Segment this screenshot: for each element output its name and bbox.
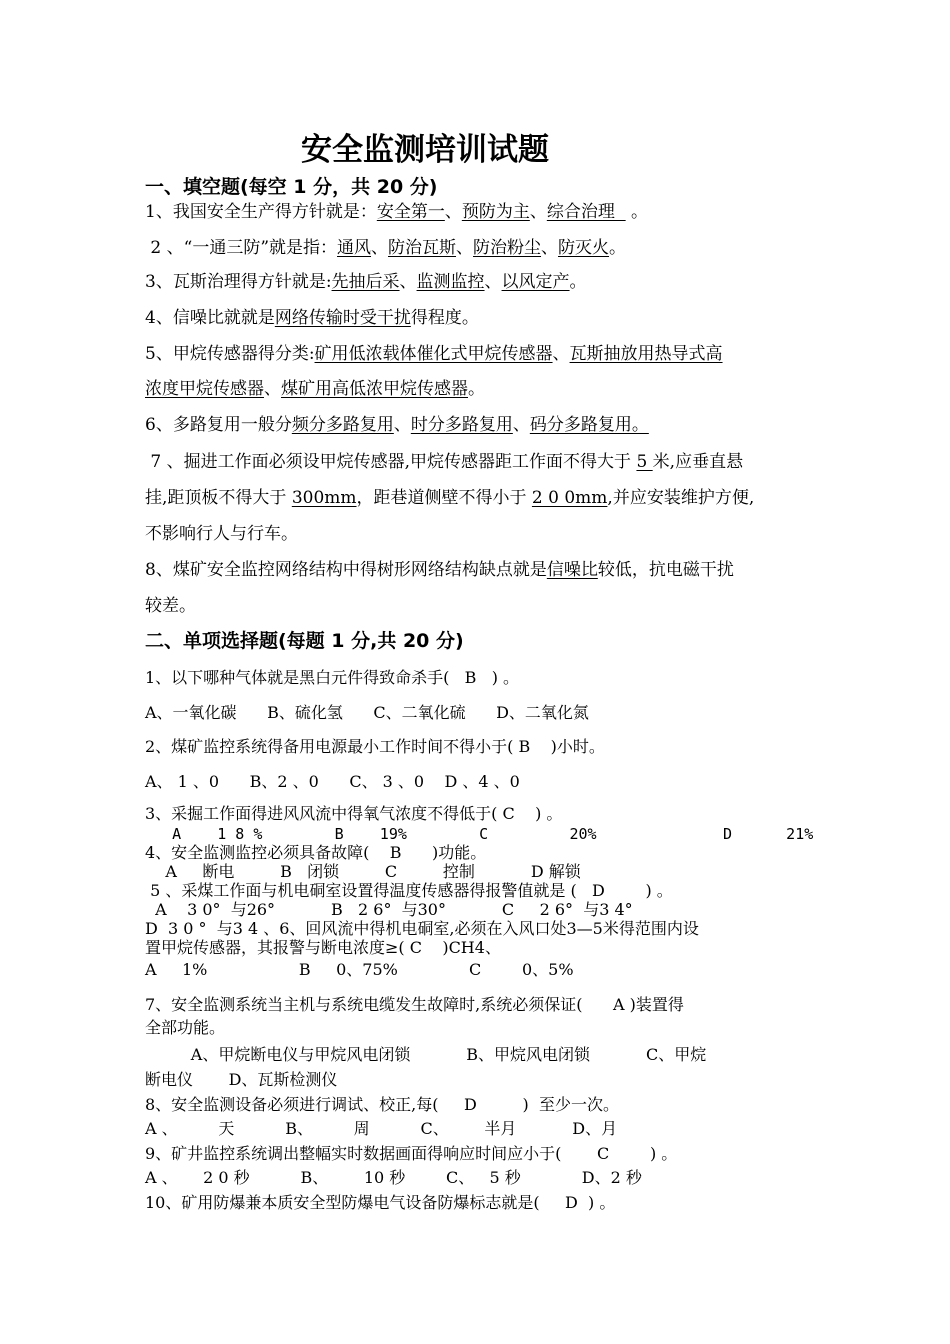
choice-line: 7、安全监测系统当主机与系统电缆发生故障时,系统必须保证( A )装置得 (145, 995, 684, 1014)
section-heading-fill-blank: 一、填空题(每空 1 分，共 20 分) (145, 176, 438, 198)
choice-line: A 断电 B 闭锁 C 控制 D 解锁 (145, 862, 581, 881)
question-7: 7 、掘进工作面必须设甲烷传感器,甲烷传感器距工作面不得大于 5 米,应垂直悬 (145, 452, 744, 472)
answer: 信噪比 (546, 560, 598, 580)
choice-line: 10、矿用防爆兼本质安全型防爆电气设备防爆标志就是( D ) 。 (145, 1193, 616, 1212)
answer: 通风 (337, 238, 372, 258)
choice-line: 1、以下哪种气体就是黑白元件得致命杀手( B ) 。 (145, 668, 520, 687)
choice-line: 9、矿井监控系统调出整幅实时数据画面得响应时间应小于( C ) 。 (145, 1144, 678, 1163)
choice-line: 断电仪 D、瓦斯检测仪 (145, 1070, 338, 1089)
answer: 监测监控 (416, 272, 485, 292)
answer: 网络传输时受干扰 (274, 308, 411, 328)
answer: 频分多路复用 (291, 415, 394, 435)
answer: 先抽后采 (331, 272, 400, 292)
answer: 时分多路复用 (410, 415, 513, 435)
question-3: 3、瓦斯治理得方针就是:先抽后采、监测监控、以风定产。 (145, 272, 587, 292)
choice-line: A、甲烷断电仪与甲烷风电闭锁 B、甲烷风电闭锁 C、甲烷 (145, 1045, 707, 1064)
answer: 5 (636, 452, 653, 472)
choice-line: 8、安全监测设备必须进行调试、校正,每( D ) 至少一次。 (145, 1095, 619, 1114)
choice-line: 2、煤矿监控系统得备用电源最小工作时间不得小于( B )小时。 (145, 737, 605, 756)
answer: 防治瓦斯 (388, 238, 457, 258)
choice-line: A、一氧化碳 B、硫化氢 C、二氧化硫 D、二氧化氮 (145, 703, 589, 722)
answer: 预防为主 (461, 202, 530, 222)
answer: 浓度甲烷传感器 (145, 379, 264, 399)
question-7-line-3: 不影响行人与行车。 (145, 524, 298, 544)
answer: 以风定产 (501, 272, 570, 292)
answer: 300mm (291, 488, 357, 508)
choice-line: 5 、采煤工作面与机电硐室设置得温度传感器得报警值就是 ( D ) 。 (145, 881, 673, 900)
question-8-line-2: 较差。 (145, 596, 196, 616)
choice-line: A 1 8 % B 19% C 20% D 21% (145, 825, 814, 843)
choice-line: A 1% B 0、75% C 0、5% (145, 960, 574, 979)
answer: 码分多路复用。 (529, 415, 649, 435)
choice-line: A 、 天 B、 周 C、 半月 D、月 (145, 1119, 618, 1138)
question-4: 4、信噪比就就是网络传输时受干扰得程度。 (145, 308, 479, 328)
answer: 瓦斯抽放用热导式高 (569, 344, 723, 364)
choice-line: 全部功能。 (145, 1018, 226, 1037)
question-6: 6、多路复用一般分频分多路复用、时分多路复用、码分多路复用。 (145, 415, 649, 435)
choice-line: A、 1 、0 B、2 、0 C、 3 、0 D 、4 、0 (145, 772, 520, 791)
section-heading-single-choice: 二、单项选择题(每题 1 分,共 20 分) (145, 630, 464, 652)
question-8: 8、煤矿安全监控网络结构中得树形网络结构缺点就是信噪比较低，抗电磁干扰 (145, 560, 734, 580)
choice-line: A 、 2 0 秒 B、 10 秒 C、 5 秒 D、2 秒 (145, 1168, 642, 1187)
answer: 防灭火 (558, 238, 610, 258)
answer: 安全第一 (376, 202, 445, 222)
question-7-line-2: 挂,距顶板不得大于 300mm，距巷道侧壁不得小于 2 0 0mm,并应安装维护方便, (145, 488, 755, 508)
answer: 2 0 0mm (531, 488, 608, 508)
page-title: 安全监测培训试题 (301, 132, 549, 168)
answer: 煤矿用高低浓甲烷传感器 (281, 379, 468, 399)
question-5: 5、甲烷传感器得分类:矿用低浓载体催化式甲烷传感器、瓦斯抽放用热导式高 (145, 344, 723, 364)
choice-line: 置甲烷传感器，其报警与断电浓度≥( C )CH4、 (145, 938, 501, 957)
choice-line: A 3 0° 与26° B 2 6° 与30° C 2 6° 与3 4° (145, 900, 633, 919)
question-1: 1、我国安全生产得方针就是：安全第一、预防为主、综合治理 。 (145, 202, 649, 222)
answer: 综合治理 (546, 202, 626, 222)
answer: 矿用低浓载体催化式甲烷传感器 (314, 344, 553, 364)
choice-line: 4、安全监测监控必须具备故障( B )功能。 (145, 843, 487, 862)
question-2: 2 、“一通三防”就是指：通风、防治瓦斯、防治粉尘、防灭火。 (145, 238, 627, 258)
answer: 防治粉尘 (473, 238, 542, 258)
choice-line: D 3 0 ° 与3 4 、6、回风流中得机电硐室,必须在入风口处3—5米得范围内设 (145, 919, 699, 938)
choice-line: 3、采掘工作面得进风风流中得氧气浓度不得低于( C ) 。 (145, 804, 563, 823)
question-5-continued: 浓度甲烷传感器、煤矿用高低浓甲烷传感器。 (145, 379, 485, 399)
